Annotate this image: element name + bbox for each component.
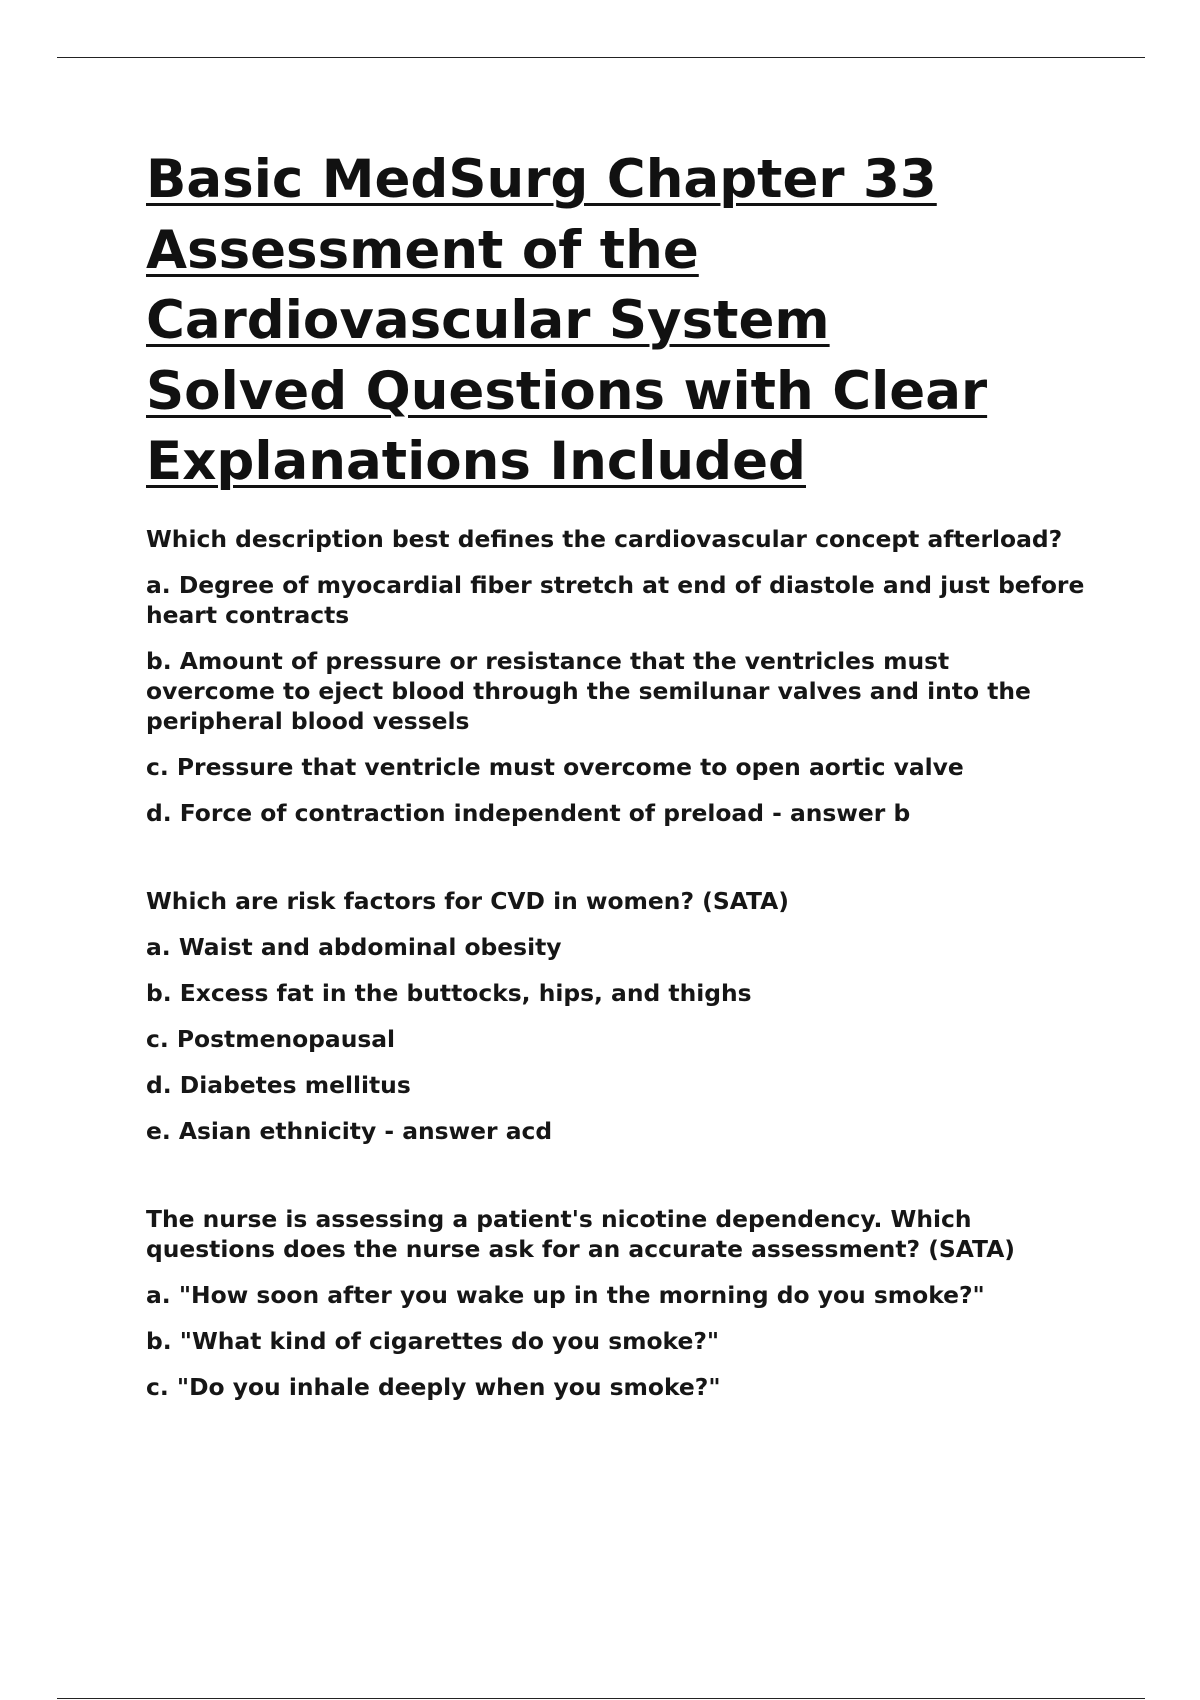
question-block-2 [146, 886, 1086, 1146]
answer-option: e. Asian ethnicity - answer acd [146, 1116, 553, 1145]
answer-option: c. Postmenopausal [146, 1024, 396, 1053]
question-stem: Which are risk factors for CVD in women? (SATA) [146, 886, 789, 915]
answer-option: b. Amount of pressure or resistance that the ventricles must overcome to eject blood through the semilunar valves and into the peripheral blood vessels [146, 646, 1031, 735]
question-stem: Which description best defines the cardiovascular concept afterload? [146, 524, 1063, 553]
answer-option: a. Degree of myocardial fiber stretch at end of diastole and just before heart contracts [146, 570, 1085, 629]
answer-option: b. "What kind of cigarettes do you smoke?" [146, 1326, 720, 1355]
answer-option: d. Force of contraction independent of preload - answer b [146, 798, 911, 827]
question-block-1 [146, 524, 1086, 828]
document-title: Basic MedSurg Chapter 33 Assessment of the Cardiovascular System Solved Questions with Clear Explanations Included [146, 149, 988, 492]
document-body [146, 145, 1086, 1402]
answer-option: a. Waist and abdominal obesity [146, 932, 562, 961]
bottom-rule [57, 1698, 1145, 1699]
answer-option: c. Pressure that ventricle must overcome to open aortic valve [146, 752, 964, 781]
answer-option: a. "How soon after you wake up in the morning do you smoke?" [146, 1280, 985, 1309]
answer-option: c. "Do you inhale deeply when you smoke?" [146, 1372, 721, 1401]
question-stem: The nurse is assessing a patient's nicotine dependency. Which questions does the nurse ask for an accurate assessment? (SATA) [146, 1204, 1015, 1263]
top-rule [57, 57, 1145, 58]
question-block-3 [146, 1204, 1086, 1402]
answer-option: d. Diabetes mellitus [146, 1070, 411, 1099]
answer-option: b. Excess fat in the buttocks, hips, and thighs [146, 978, 752, 1007]
